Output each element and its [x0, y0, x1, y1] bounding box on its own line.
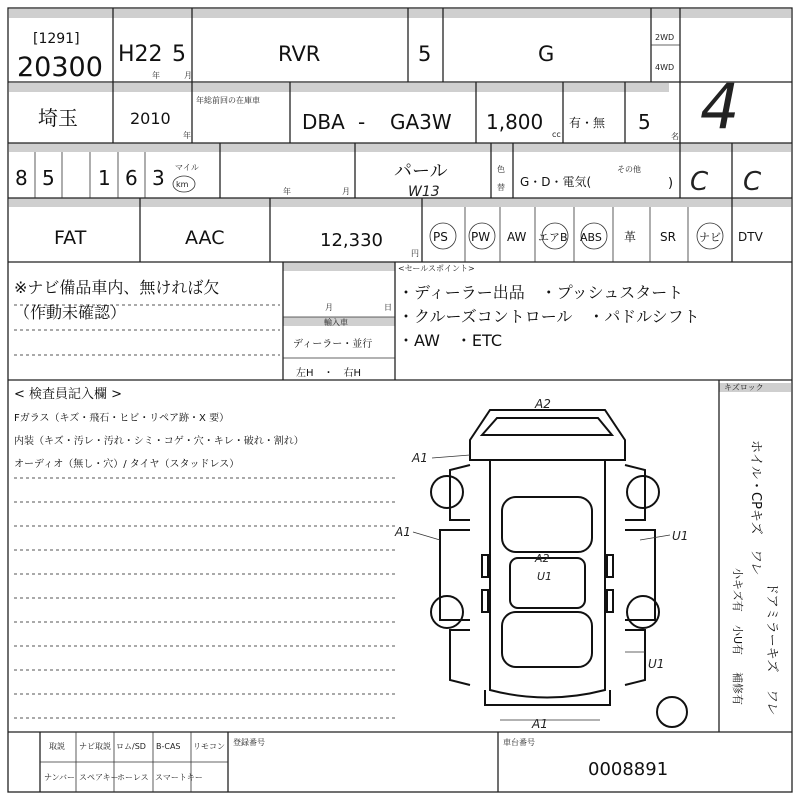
door-count: 5 — [418, 42, 432, 66]
vnote-6: 小U有 — [731, 625, 744, 656]
drive-2wd: 2WD — [655, 33, 675, 42]
import-label: 輸入車 — [324, 318, 348, 327]
notes-line-2: （作動未確認） — [14, 303, 127, 322]
mileage-digit-5: 3 — [152, 166, 165, 190]
footer-label-2: ナビ取説 — [79, 742, 111, 751]
mark-u1-right: U1 — [672, 529, 689, 543]
region: 埼玉 — [38, 106, 78, 130]
other-label: その他 — [617, 165, 641, 174]
notes-day: 日 — [384, 303, 392, 312]
mark-u1-center: U1 — [537, 570, 553, 583]
equip-abs: ABS — [580, 231, 602, 244]
footer-label-6: ナンバー — [44, 773, 76, 782]
fuel-close: ) — [668, 176, 674, 191]
inspector-line-3: オーディオ（無し・穴）/ タイヤ（スタッドレス） — [14, 459, 240, 470]
first-reg-month: 5 — [172, 42, 186, 67]
mileage-unit-top: マイル — [175, 163, 199, 172]
equip-airbag: エアB — [538, 231, 568, 244]
equip-dtv: DTV — [738, 230, 763, 244]
vnote-5: 小キズ有 — [731, 568, 744, 612]
color-name: パール — [394, 161, 448, 182]
sales-point-1: ・ディーラー出品 ・プッシュスタート — [398, 283, 684, 302]
car-diagram — [431, 410, 687, 727]
footer-label-9: スマートキー — [155, 773, 203, 782]
vnote-4: ワレ — [764, 688, 779, 715]
mark-a2-top: A2 — [535, 397, 551, 411]
vertical-notes — [731, 440, 779, 715]
score: 4 — [700, 70, 740, 143]
mileage-unit: km — [176, 180, 189, 189]
month-unit: 月 — [184, 71, 192, 80]
transmission: FAT — [54, 227, 87, 249]
footer-label-8: ホーレス — [117, 773, 149, 782]
cc-unit: cc — [552, 130, 561, 139]
mark-u1-right-rear: U1 — [648, 657, 665, 671]
mileage-digit-3: 1 — [98, 166, 111, 190]
dealer-label: ディーラー・並行 — [293, 339, 373, 350]
drive-4wd: 4WD — [655, 63, 675, 72]
mileage-digit-4: 6 — [125, 166, 138, 190]
model-name: RVR — [278, 42, 321, 66]
mark-a1-bottom: A1 — [532, 717, 548, 731]
mark-a2-center: A2 — [535, 552, 550, 565]
color-label-2: 替 — [497, 183, 505, 192]
color-label-1: 色 — [497, 165, 505, 174]
reg-year-unit: 年 — [183, 131, 191, 140]
stock-label: 年総前回の在庫車 — [196, 96, 260, 105]
vnote-7: 補修有 — [731, 672, 744, 705]
footer-label-4: B-CAS — [156, 742, 181, 751]
color-code: W13 — [408, 184, 440, 200]
seat-count: 5 — [638, 110, 651, 134]
footer-label-1: 取説 — [49, 742, 65, 751]
inspect-month-unit: 月 — [342, 187, 350, 196]
sales-point-2: ・クルーズコントロール ・パドルシフト — [398, 307, 700, 326]
equip-ps: PS — [433, 230, 448, 244]
inspector-line-1: Fガラス（キズ・飛石・ヒビ・リペア跡・X 要） — [14, 413, 230, 424]
reg-number-label: 登録番号 — [233, 738, 265, 747]
chassis-no-label: 車台番号 — [503, 738, 535, 747]
footer-label-3: ロム/SD — [116, 742, 146, 751]
vnote-3: ドアミラーキズ — [764, 582, 779, 673]
lot-number: 20300 — [17, 52, 103, 83]
right-header: キズロック — [724, 383, 764, 392]
inspector-title: < 検査員記入欄 > — [14, 387, 123, 402]
aircon: AAC — [185, 227, 225, 249]
sales-point-3: ・AW ・ETC — [398, 331, 503, 350]
price-unit: 円 — [411, 249, 419, 258]
price: 12,330 — [320, 230, 383, 251]
registration-year: 2010 — [130, 109, 171, 128]
fuel-options: G・D・電気( — [520, 175, 592, 189]
year-era: H22 — [118, 42, 163, 67]
lot-label: [1291] — [33, 31, 80, 47]
chassis-code: GA3W — [390, 110, 452, 134]
mileage-digit-1: 8 — [15, 166, 28, 190]
option-yes-no: 有・無 — [569, 116, 606, 130]
equip-navi: ナビ — [699, 231, 721, 244]
notes-line-1: ※ナビ備品車内、無ければ欠 — [14, 278, 220, 297]
chassis-prefix: DBA — [302, 110, 345, 134]
equip-aw: AW — [507, 230, 527, 244]
sales-header: <セールスポイント> — [398, 264, 475, 273]
inspect-year-unit: 年 — [283, 187, 291, 196]
handle-label: 左H ・ 右H — [296, 368, 362, 379]
vnote-2: ワレ — [748, 548, 763, 575]
mark-a1-left: A1 — [395, 525, 411, 539]
footer-label-7: スペアキー — [79, 773, 119, 782]
inspector-line-2: 内装（キズ・汚レ・汚れ・シミ・コゲ・穴・キレ・破れ・割れ） — [14, 436, 304, 447]
year-unit: 年 — [152, 71, 160, 80]
equip-leather: 革 — [624, 230, 637, 244]
notes-month: 月 — [325, 303, 333, 312]
mileage-digit-2: 5 — [42, 166, 55, 190]
footer-label-5: リモコン — [193, 742, 225, 751]
exterior-grade: C — [690, 167, 709, 197]
chassis-number: 0008891 — [588, 759, 669, 780]
equip-pw: PW — [471, 230, 491, 244]
seat-unit: 名 — [671, 132, 679, 141]
equip-sr: SR — [660, 230, 676, 244]
grade: G — [538, 42, 555, 66]
displacement: 1,800 — [486, 110, 544, 134]
interior-grade: C — [743, 167, 762, 197]
vnote-1: ホイル・CPキズ — [748, 440, 763, 535]
mark-a1-left-top: A1 — [412, 451, 428, 465]
chassis-sep: - — [358, 110, 366, 134]
